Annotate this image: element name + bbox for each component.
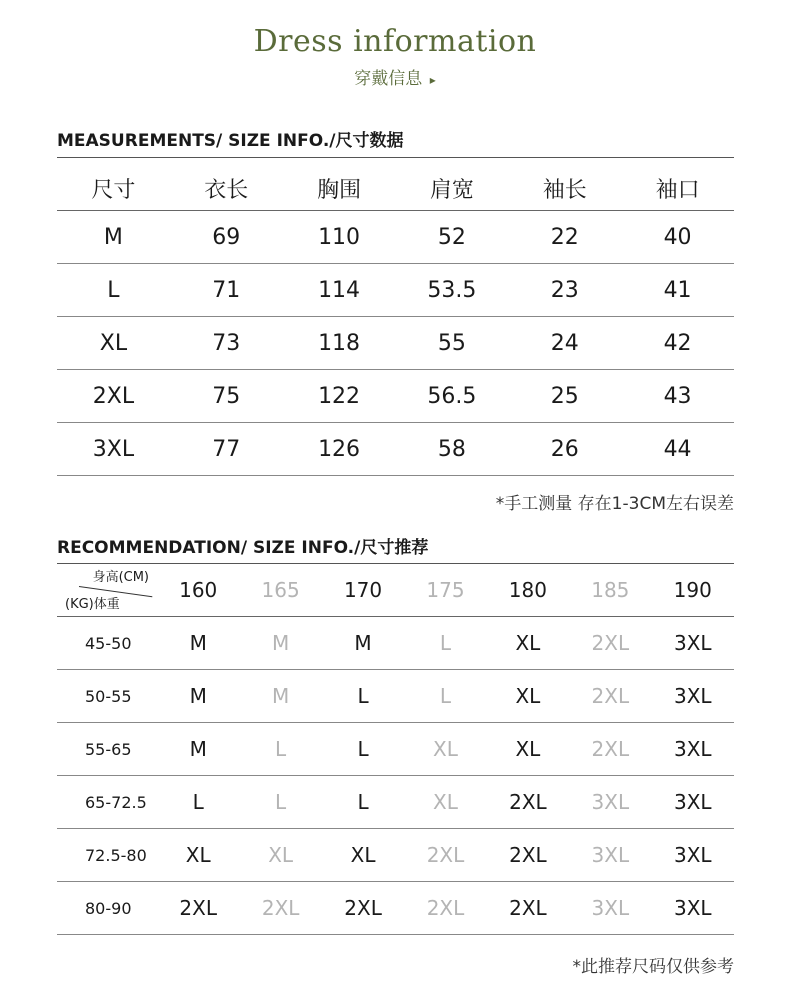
table-cell: 25	[508, 370, 621, 423]
measurement-note: *手工测量 存在1-3CM左右误差	[495, 494, 734, 514]
size-cell: 2XL	[322, 882, 404, 935]
weight-range-cell: 72.5-80	[57, 829, 157, 882]
table-cell: 3XL	[57, 423, 170, 476]
weight-range-cell: 50-55	[57, 670, 157, 723]
table-cell: 56.5	[395, 370, 508, 423]
table-cell: 114	[283, 264, 396, 317]
table-cell: 24	[508, 317, 621, 370]
recommendation-header-row	[57, 564, 734, 617]
table-cell: 69	[170, 211, 283, 264]
table-cell: M	[57, 211, 170, 264]
size-cell: XL	[404, 776, 486, 829]
height-axis-label: 身高(CM)	[92, 570, 149, 585]
column-header-shoulder: 肩宽	[395, 166, 508, 211]
height-header-cell: 170	[322, 564, 404, 617]
table-cell: 41	[621, 264, 734, 317]
table-row	[57, 882, 734, 935]
size-cell: 3XL	[652, 882, 734, 935]
table-cell: 23	[508, 264, 621, 317]
size-cell: 3XL	[652, 776, 734, 829]
table-cell: 40	[621, 211, 734, 264]
size-cell: XL	[487, 617, 569, 670]
table-row	[57, 317, 734, 370]
column-header-cuff: 袖口	[621, 166, 734, 211]
size-cell: XL	[487, 670, 569, 723]
size-cell: M	[157, 723, 239, 776]
table-cell: XL	[57, 317, 170, 370]
table-cell: 77	[170, 423, 283, 476]
size-cell: M	[239, 617, 321, 670]
table-cell: 52	[395, 211, 508, 264]
size-cell: XL	[404, 723, 486, 776]
column-header-sleeve-length: 袖长	[508, 166, 621, 211]
table-cell: 2XL	[57, 370, 170, 423]
size-cell: L	[404, 670, 486, 723]
measurements-heading: MEASUREMENTS/ SIZE INFO./尺寸数据	[57, 131, 404, 151]
size-cell: L	[322, 776, 404, 829]
height-header-cell: 190	[652, 564, 734, 617]
measurements-table	[57, 166, 734, 476]
size-cell: XL	[239, 829, 321, 882]
size-cell: 2XL	[487, 882, 569, 935]
table-row	[57, 617, 734, 670]
table-cell: 75	[170, 370, 283, 423]
size-cell: 2XL	[569, 723, 651, 776]
table-row	[57, 211, 734, 264]
page-subtitle	[0, 64, 790, 89]
size-cell: 2XL	[404, 829, 486, 882]
page-title: Dress information	[253, 24, 537, 59]
size-cell: 3XL	[652, 670, 734, 723]
size-cell: 3XL	[569, 829, 651, 882]
size-cell: M	[239, 670, 321, 723]
table-cell: 22	[508, 211, 621, 264]
size-cell: 3XL	[652, 723, 734, 776]
size-cell: L	[239, 776, 321, 829]
weight-range-cell: 55-65	[57, 723, 157, 776]
table-row	[57, 370, 734, 423]
size-cell: 3XL	[652, 829, 734, 882]
height-header-cell: 160	[157, 564, 239, 617]
table-cell: 126	[283, 423, 396, 476]
size-cell: L	[322, 670, 404, 723]
height-header-cell: 180	[487, 564, 569, 617]
table-cell: 118	[283, 317, 396, 370]
play-arrow-icon: ▸	[429, 73, 436, 87]
size-cell: 3XL	[652, 617, 734, 670]
table-cell: 43	[621, 370, 734, 423]
size-cell: M	[157, 670, 239, 723]
table-cell: 53.5	[395, 264, 508, 317]
table-row	[57, 670, 734, 723]
measurements-divider	[57, 157, 734, 158]
size-cell: L	[322, 723, 404, 776]
table-row	[57, 776, 734, 829]
weight-range-cell: 65-72.5	[57, 776, 157, 829]
table-row	[57, 423, 734, 476]
table-row	[57, 264, 734, 317]
size-cell: 2XL	[239, 882, 321, 935]
weight-axis-label: (KG)体重	[65, 597, 120, 612]
table-cell: 122	[283, 370, 396, 423]
column-header-length: 衣长	[170, 166, 283, 211]
column-header-size: 尺寸	[57, 166, 170, 211]
size-cell: M	[157, 617, 239, 670]
recommendation-heading: RECOMMENDATION/ SIZE INFO./尺寸推荐	[57, 538, 429, 558]
table-cell: 44	[621, 423, 734, 476]
table-cell: 55	[395, 317, 508, 370]
column-header-chest: 胸围	[283, 166, 396, 211]
size-cell: XL	[487, 723, 569, 776]
table-cell: 42	[621, 317, 734, 370]
recommendation-note: *此推荐尺码仅供参考	[572, 957, 734, 977]
size-cell: XL	[157, 829, 239, 882]
subtitle-text: 穿戴信息	[354, 69, 423, 89]
size-cell: 2XL	[487, 776, 569, 829]
height-header-cell: 185	[569, 564, 651, 617]
height-header-cell: 165	[239, 564, 321, 617]
size-cell: L	[404, 617, 486, 670]
table-cell: 58	[395, 423, 508, 476]
size-cell: 3XL	[569, 882, 651, 935]
height-header-cell: 175	[404, 564, 486, 617]
table-row	[57, 723, 734, 776]
table-cell: 26	[508, 423, 621, 476]
table-cell: 110	[283, 211, 396, 264]
size-cell: 2XL	[569, 617, 651, 670]
weight-range-cell: 80-90	[57, 882, 157, 935]
table-cell: 73	[170, 317, 283, 370]
recommendation-table	[57, 564, 734, 935]
table-row	[57, 829, 734, 882]
size-cell: L	[157, 776, 239, 829]
size-cell: 2XL	[569, 670, 651, 723]
weight-range-cell: 45-50	[57, 617, 157, 670]
size-cell: 2XL	[404, 882, 486, 935]
size-cell: M	[322, 617, 404, 670]
corner-header-cell	[57, 564, 157, 617]
size-cell: XL	[322, 829, 404, 882]
measurements-header-row	[57, 166, 734, 211]
size-cell: 2XL	[157, 882, 239, 935]
size-cell: 3XL	[569, 776, 651, 829]
size-cell: 2XL	[487, 829, 569, 882]
table-cell: 71	[170, 264, 283, 317]
size-cell: L	[239, 723, 321, 776]
table-cell: L	[57, 264, 170, 317]
